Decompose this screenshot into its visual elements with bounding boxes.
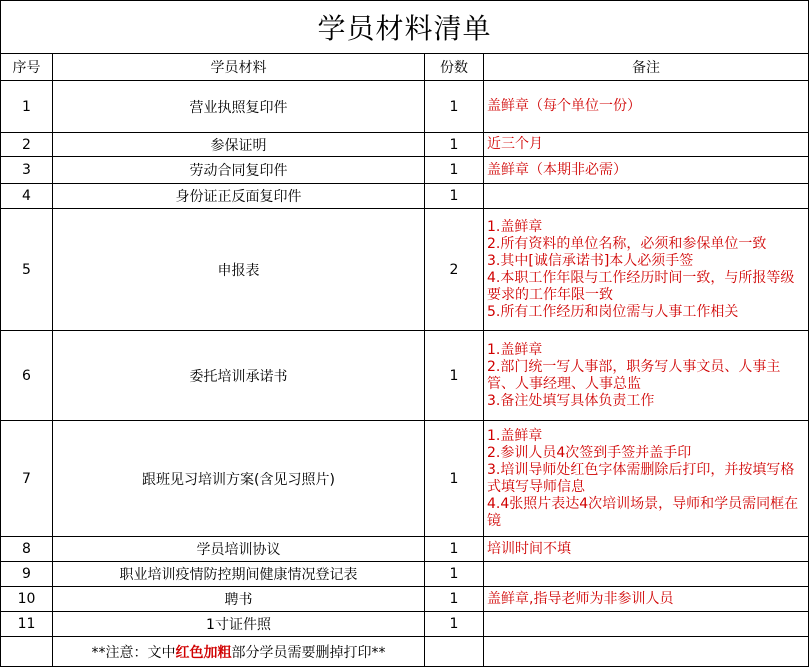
row-material: 营业执照复印件 [53,81,425,133]
row-copies: 1 [425,587,484,612]
remark-line: 培训时间不填 [487,540,571,557]
row-copies: 1 [425,421,484,537]
row-material: 劳动合同复印件 [53,157,425,184]
remark-line: 3.培训导师处红色字体需删除后打印，并按填写格式填写导师信息 [487,461,795,495]
row-remark [484,612,809,637]
row-material: 1寸证件照 [53,612,425,637]
row-material: 学员培训协议 [53,537,425,562]
remark-line: 盖鲜章（本期非必需） [487,161,627,178]
row-remark [484,331,809,421]
table-header-row [1,54,809,81]
row-copies: 1 [425,184,484,209]
note-spacer [484,637,809,667]
note-prefix: **注意：文中 [91,644,176,661]
table-row [1,612,809,637]
note-cell [53,637,425,667]
row-material: 委托培训承诺书 [53,331,425,421]
header-no: 序号 [1,54,53,81]
row-material: 参保证明 [53,133,425,157]
note-spacer [1,637,53,667]
remark-line: 盖鲜章（每个单位一份） [487,98,641,114]
row-number: 11 [1,612,53,637]
remark-line: 4.本职工作年限与工作经历时间一致，与所报等级要求的工作年限一致 [487,269,795,303]
table-row [1,537,809,562]
row-material: 身份证正反面复印件 [53,184,425,209]
header-material: 学员材料 [53,54,425,81]
note-row [1,637,809,667]
remark-line: 4.4张照片表达4次培训场景，导师和学员需同框在镜 [487,495,799,529]
row-number: 1 [1,81,53,133]
note-spacer [425,637,484,667]
row-number: 4 [1,184,53,209]
table-row [1,587,809,612]
row-number: 8 [1,537,53,562]
row-copies: 1 [425,331,484,421]
row-remark [484,421,809,537]
remark-line: 3.备注处填写具体负责工作 [487,392,655,409]
table-row [1,81,809,133]
row-copies: 1 [425,612,484,637]
row-material: 聘书 [53,587,425,612]
row-number: 2 [1,133,53,157]
row-number: 9 [1,562,53,587]
remark-line: 2.部门统一写人事部，职务写人事文员、人事主管、人事经理、人事总监 [487,358,781,392]
remark-line: 盖鲜章,指导老师为非参训人员 [487,590,674,607]
remark-line: 5.所有工作经历和岗位需与人事工作相关 [487,303,739,320]
page-title: 学员材料清单 [1,1,809,54]
remark-line: 2.参训人员4次签到手签并盖手印 [487,444,692,461]
row-remark [484,562,809,587]
table-row [1,421,809,537]
row-copies: 1 [425,157,484,184]
row-remark [484,209,809,331]
row-number: 5 [1,209,53,331]
row-material: 职业培训疫情防控期间健康情况登记表 [53,562,425,587]
header-copies: 份数 [425,54,484,81]
row-number: 3 [1,157,53,184]
row-remark [484,587,809,612]
table-row [1,184,809,209]
remark-line: 3.其中[诚信承诺书]本人必须手签 [487,252,694,269]
remark-line: 1.盖鲜章 [487,218,543,235]
row-remark [484,81,809,133]
row-remark [484,157,809,184]
table-row [1,133,809,157]
row-material: 申报表 [53,209,425,331]
remark-line: 1.盖鲜章 [487,341,543,358]
row-number: 6 [1,331,53,421]
row-copies: 2 [425,209,484,331]
row-number: 7 [1,421,53,537]
table-row [1,562,809,587]
row-remark [484,537,809,562]
row-remark [484,133,809,157]
remark-line: 1.盖鲜章 [487,427,543,444]
header-remark: 备注 [484,54,809,81]
row-material: 跟班见习培训方案(含见习照片) [53,421,425,537]
note-highlight: 红色加粗 [175,644,232,661]
row-remark [484,184,809,209]
row-copies: 1 [425,81,484,133]
table-row [1,331,809,421]
row-copies: 1 [425,133,484,157]
remark-line: 近三个月 [487,136,543,152]
remark-line: 2.所有资料的单位名称，必须和参保单位一致 [487,235,767,252]
row-number: 10 [1,587,53,612]
table-row [1,157,809,184]
note-suffix: 部分学员需要删掉打印** [231,644,386,661]
table-row [1,209,809,331]
row-copies: 1 [425,537,484,562]
row-copies: 1 [425,562,484,587]
